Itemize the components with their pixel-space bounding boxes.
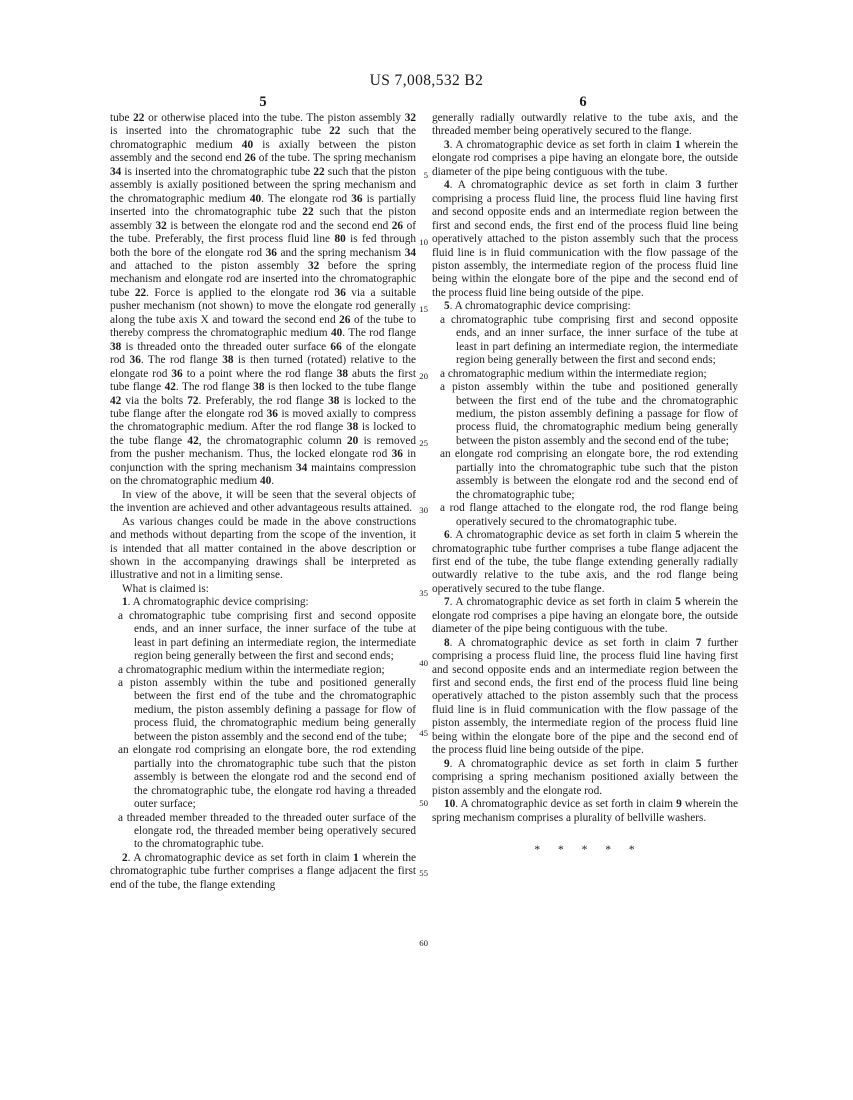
line-number-10: 10 [419,237,428,247]
claim-clause: a chromatographic tube comprising first and second opposite ends, and an inner surface, the inner surface of the tube at least in part defining an intermediate region, the intermediate region being generally between the first and second ends; [118,609,416,663]
claim-clause: a threaded member threaded to the threaded outer surface of the elongate rod, the threaded member being operatively secured to the chromatographic tube. [118,811,416,851]
paragraph: 1. A chromatographic device comprising: [122,596,309,609]
end-of-claims-marker: * * * * * [534,844,636,857]
patent-number-header: US 7,008,532 B2 [369,72,484,89]
paragraph: 10. A chromatographic device as set forth in claim 9 wherein the spring mechanism comprises a plurality of bellville washers. [432,798,738,824]
column-right-text [432,112,738,857]
claim-clause: a piston assembly within the tube and positioned generally between the first end of the tube and the chromatographic medium, the piston assembly defining a passage for flow of process fluid, the chromatographic medium being generally between the piston assembly and the second end of the tube; [118,677,416,743]
claim-clause: a chromatographic medium within the intermediate region; [118,663,385,676]
line-number-15: 15 [419,304,428,314]
column-number-right: 6 [579,94,587,110]
claim-clause: an elongate rod comprising an elongate bore, the rod extending partially into the chromatographic tube such that the piston assembly is between the elongate rod and the second end of the chromatographic tube; [440,448,738,501]
line-number-35: 35 [419,588,428,598]
paragraph-continuation: generally radially outwardly relative to the tube axis, and the threaded member being operatively secured to the flange. [432,112,738,138]
claim-clause: a rod flange attached to the elongate rod, the rod flange being operatively secured to the chromatographic tube. [440,502,738,528]
paragraph: 6. A chromatographic device as set forth in claim 5 wherein the chromatographic tube further comprises a tube flange adjacent the first end of the tube, the tube flange extending generally radially outwardly relative to the tube axis, and the rod flange being operatively secured to the tube flange. [432,529,738,595]
claim-clause: a chromatographic medium within the intermediate region; [440,367,707,380]
line-number-5: 5 [423,170,428,180]
line-number-50: 50 [419,798,428,808]
line-number-40: 40 [419,658,428,668]
column-left-text [110,112,416,892]
claim-clause: a piston assembly within the tube and positioned generally between the first end of the tube and the chromatographic medium, the piston assembly defining a passage for flow of process fluid, the chromatographic medium being generally between the piston assembly and the second end of the tube; [440,381,738,447]
paragraph: 7. A chromatographic device as set forth in claim 5 wherein the elongate rod comprises a pipe having an elongate bore, the outside diameter of the pipe being contiguous with the tube. [432,596,738,636]
paragraph: 5. A chromatographic device comprising: [444,300,631,313]
line-number-30: 30 [419,505,428,515]
paragraph: In view of the above, it will be seen that the several objects of the invention are achieved and other advantageous results attained. [110,488,416,515]
paragraph: 9. A chromatographic device as set forth in claim 5 further comprising a spring mechanism positioned axially between the piston assembly and the elongate rod. [432,757,738,797]
paragraph: 4. A chromatographic device as set forth in claim 3 further comprising a process fluid line, the process fluid line having first and second opposite ends and an intermediate region between the first and second ends, the first end of the process fluid line being operatively attached to the piston assembly such that the process fluid line is in fluid communication with the flow passage of the piston assembly, the intermediate region of the process fluid line being within the elongate bore of the pipe and the second end of the process fluid line being outside of the pipe. [432,179,738,299]
line-number-55: 55 [419,868,428,878]
paragraph: 2. A chromatographic device as set forth in claim 1 wherein the chromatographic tube further comprises a flange adjacent the first end of the tube, the flange extending [110,851,416,891]
paragraph: What is claimed is: [122,582,209,595]
line-number-25: 25 [419,438,428,448]
paragraph: 8. A chromatographic device as set forth in claim 7 further comprising a process fluid line, the process fluid line having first and second opposite ends and an intermediate region between the first and second ends, the first end of the process fluid line being operatively attached to the piston assembly such that the process fluid line is in fluid communication with the flow passage of the piston assembly, the intermediate region of the process fluid line being within the elongate bore of the pipe and the second end of the process fluid line being outside of the pipe. [432,636,738,757]
paragraph: 3. A chromatographic device as set forth in claim 1 wherein the elongate rod comprises a pipe having an elongate bore, the outside diameter of the pipe being contiguous with the tube. [432,138,738,178]
paragraph: As various changes could be made in the above constructions and methods without departing from the scope of the invention, it is intended that all matter contained in the above description or shown in the accompanying drawings shall be interpreted as illustrative and not in a limiting sense. [110,515,416,582]
column-number-left: 5 [259,94,267,110]
line-number-60: 60 [419,938,428,948]
claim-clause: a chromatographic tube comprising first and second opposite ends, and an inner surface, the inner surface of the tube at least in part defining an intermediate region, the intermediate region being generally between the first and second ends; [440,313,738,367]
line-number-20: 20 [419,371,428,381]
line-number-45: 45 [419,728,428,738]
paragraph-continuation: tube 22 or otherwise placed into the tube. The piston assembly 32 is inserted into the chromatographic tube 22 such that the chromatographic medium 40 is axially between the piston assembly and the second end 26 of the tube. The spring mechanism 34 is inserted into the chromatographic tube 22 such that the piston assembly is axially positioned between the spring mechanism and the chromatographic medium 40. The elongate rod 36 is partially inserted into the chromatographic tube 22 such that the piston assembly 32 is between the elongate rod and the second end 26 of the tube. Preferably, the first process fluid line 80 is fed through both the bore of the elongate rod 36 and the spring mechanism 34 and attached to the piston assembly 32 before the spring mechanism and elongate rod are inserted into the chromatographic tube 22. Force is applied to the elongate rod 36 via a suitable pusher mechanism (not shown) to move the elongate rod generally along the tube axis X and toward the second end 26 of the tube to thereby compress the chromatographic medium 40. The rod flange 38 is threaded onto the threaded outer surface 66 of the elongate rod 36. The rod flange 38 is then turned (rotated) relative to the elongate rod 36 to a point where the rod flange 38 abuts the first tube flange 42. The rod flange 38 is then locked to the tube flange 42 via the bolts 72. Preferably, the rod flange 38 is locked to the tube flange after the elongate rod 36 is moved axially to compress the chromatographic medium. After the rod flange 38 is locked to the tube flange 42, the chromatographic column 20 is removed from the pusher mechanism. Thus, the locked elongate rod 36 in conjunction with the spring mechanism 34 maintains compression on the chromatographic medium 40. [110,112,417,488]
claim-clause: an elongate rod comprising an elongate bore, the rod extending partially into the chromatographic tube such that the piston assembly is between the elongate rod and the second end of the chromatographic tube, the elongate rod having a threaded outer surface; [118,744,416,811]
